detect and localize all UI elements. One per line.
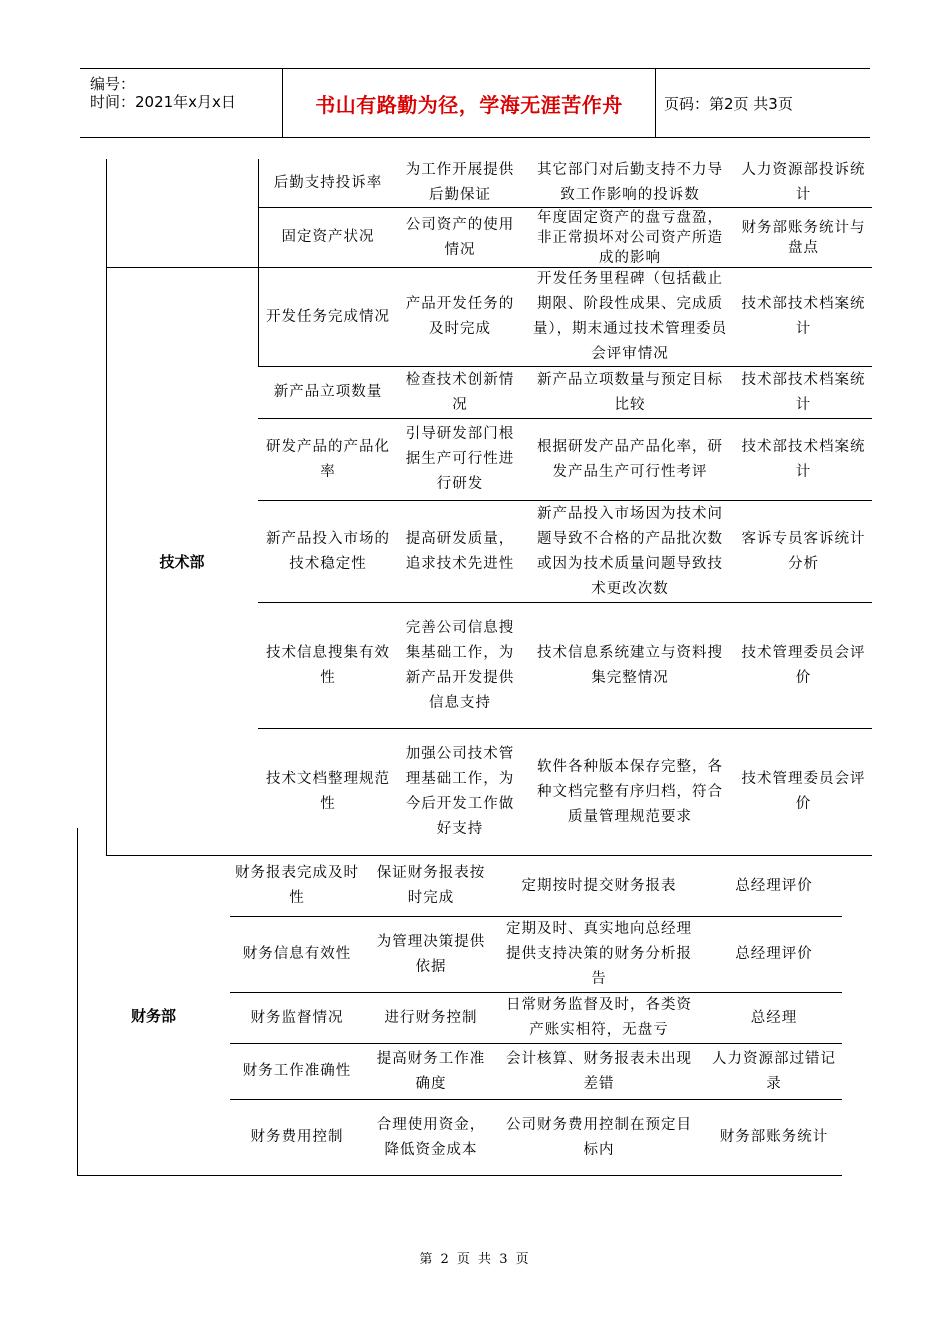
definition-cell: 开发任务里程碑（包括截止期限、阶段性成果、完成质量），期末通过技术管理委员会评审情况 <box>532 271 728 362</box>
definition-cell: 根据研发产品产品化率，研发产品生产可行性考评 <box>537 438 723 480</box>
indicator-cell: 新产品投入市场的技术稳定性 <box>266 530 390 572</box>
indicator-cell: 财务信息有效性 <box>242 946 352 962</box>
purpose-cell: 为工作开展提供后勤保证 <box>405 162 515 203</box>
source-cell: 技术部技术档案统计 <box>741 296 866 337</box>
indicator-cell: 财务费用控制 <box>250 1129 344 1145</box>
purpose-cell: 产品开发任务的及时完成 <box>405 296 515 337</box>
purpose-cell: 公司资产的使用情况 <box>405 216 515 258</box>
definition-cell: 公司财务费用控制在预定目标内 <box>506 1116 692 1158</box>
source-cell: 技术管理委员会评价 <box>741 644 866 686</box>
definition-cell: 新产品投入市场因为技术问题导致不合格的产品批次数或因为技术质量问题导致技术更改次数 <box>537 505 723 597</box>
source-cell: 技术管理委员会评价 <box>741 771 866 812</box>
purpose-cell: 保证财务报表按时完成 <box>376 865 486 906</box>
definition-cell: 定期按时提交财务报表 <box>521 877 677 894</box>
indicator-cell: 技术文档整理规范性 <box>266 771 390 812</box>
source-cell: 财务部账务统计 <box>719 1129 829 1145</box>
source-cell: 客诉专员客诉统计分析 <box>741 530 866 572</box>
header-meta <box>80 69 283 137</box>
header-page-info: 页码：第2页 共3页 <box>664 95 793 113</box>
purpose-cell: 合理使用资金，降低资金成本 <box>376 1116 486 1158</box>
time-label: 时间：2021年x月x日 <box>90 93 236 111</box>
indicator-cell: 开发任务完成情况 <box>266 308 390 325</box>
purpose-cell: 提高财务工作准确度 <box>376 1050 486 1092</box>
definition-cell: 会计核算、财务报表未出现差错 <box>506 1050 692 1092</box>
definition-cell: 其它部门对后勤支持不力导致工作影响的投诉数 <box>537 162 723 203</box>
purpose-cell: 引导研发部门根据生产可行性进行研发 <box>405 426 515 492</box>
indicator-cell: 财务工作准确性 <box>242 1063 352 1079</box>
header-motto: 书山有路勤为径，学海无涯苦作舟 <box>283 69 656 137</box>
source-cell: 总经理评价 <box>735 877 813 894</box>
purpose-cell: 检查技术创新情况 <box>405 371 515 413</box>
purpose-cell: 进行财务控制 <box>384 1009 478 1026</box>
indicator-cell: 财务报表完成及时性 <box>235 865 359 906</box>
indicator-cell: 研发产品的产品化率 <box>266 438 390 480</box>
indicator-cell: 固定资产状况 <box>281 229 375 245</box>
purpose-cell: 加强公司技术管理基础工作，为今后开发工作做好支持 <box>405 746 515 837</box>
indicator-cell: 新产品立项数量 <box>273 384 383 400</box>
source-cell: 总经理评价 <box>735 946 813 962</box>
definition-cell: 日常财务监督及时，各类资产账实相符，无盘亏 <box>506 997 692 1038</box>
source-cell: 人力资源部过错记录 <box>712 1050 836 1092</box>
source-cell: 人力资源部投诉统计 <box>741 162 866 203</box>
definition-cell: 软件各种版本保存完整，各种文档完整有序归档，符合质量管理规范要求 <box>537 758 723 825</box>
purpose-cell: 完善公司信息搜集基础工作，为新产品开发提供信息支持 <box>405 619 515 711</box>
page-footer: 第 2 页 共 3 页 <box>419 1252 531 1267</box>
definition-cell: 年度固定资产的盘亏盘盈，非正常损坏对公司资产所造成的影响 <box>537 209 723 266</box>
purpose-cell: 提高研发质量，追求技术先进性 <box>405 530 515 572</box>
serial-label: 编号： <box>90 75 136 93</box>
indicator-cell: 财务监督情况 <box>250 1009 344 1026</box>
indicator-cell: 后勤支持投诉率 <box>273 174 383 191</box>
department-tech: 技术部 <box>159 553 205 571</box>
page-header <box>80 68 870 138</box>
definition-cell: 新产品立项数量与预定目标比较 <box>537 371 723 413</box>
indicator-cell: 技术信息搜集有效性 <box>266 644 390 686</box>
source-cell: 总经理 <box>750 1009 798 1026</box>
department-finance: 财务部 <box>130 1007 176 1025</box>
definition-cell: 技术信息系统建立与资料搜集完整情况 <box>537 644 723 686</box>
purpose-cell: 为管理决策提供依据 <box>376 933 486 975</box>
source-cell: 技术部技术档案统计 <box>741 371 866 413</box>
source-cell: 技术部技术档案统计 <box>741 438 866 480</box>
definition-cell: 定期及时、真实地向总经理提供支持决策的财务分析报告 <box>506 921 692 987</box>
source-cell: 财务部账务统计与盘点 <box>741 219 866 256</box>
